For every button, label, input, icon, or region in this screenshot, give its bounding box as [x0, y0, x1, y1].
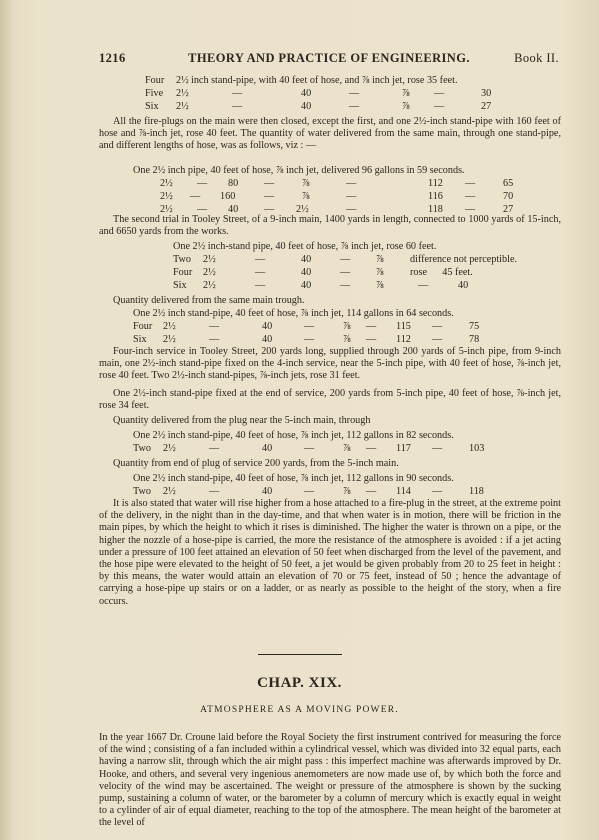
- paragraph: The second trial in Tooley Street, of a 9-inch main, 1400 yards in length, connected to 1000 yards of 15-inch, and 6650 yards from the works.: [99, 214, 561, 238]
- table-row-lead: Four: [133, 321, 153, 332]
- table-cell-jet: 2½: [296, 204, 309, 215]
- table-cell-jet: ⅞: [343, 321, 351, 332]
- table-cell-seconds: 65: [503, 178, 514, 189]
- table-row-size: 2½: [163, 334, 176, 345]
- table-row-size: 2½: [176, 75, 189, 86]
- ditto-mark: —: [465, 191, 476, 202]
- ditto-mark: —: [366, 334, 377, 345]
- table-cell-seconds: 75: [469, 321, 480, 332]
- table-cell-jet: ⅞: [376, 254, 384, 265]
- ditto-mark: —: [304, 321, 315, 332]
- ditto-mark: —: [432, 443, 443, 454]
- table-cell-feet: 40: [301, 254, 312, 265]
- ditto-mark: —: [340, 254, 351, 265]
- table-row-lead: Six: [133, 334, 147, 345]
- table-row-first: One 2½ inch stand-pipe, 40 feet of hose, ⅞ inch jet, 112 gallons in 90 seconds.: [133, 473, 454, 484]
- table-row-size: 2½: [160, 204, 173, 215]
- ditto-mark: —: [465, 204, 476, 215]
- table-cell-gallons: 114: [396, 486, 411, 497]
- page-number: 1216: [99, 51, 126, 65]
- table-cell-gallons: 117: [396, 443, 411, 454]
- running-header: [99, 51, 559, 67]
- table-cell-gallons: 115: [396, 321, 411, 332]
- ditto-mark: —: [264, 178, 275, 189]
- ditto-mark: —: [349, 101, 360, 112]
- table-cell-feet: 40: [262, 486, 273, 497]
- paragraph: Four-inch service in Tooley Street, 200 yards long, supplied through 200 yards of 5-inch pipe, from 9-inch main, one 2½-inch stand-pipe fixed on the 4-inch service, near the 5-inch pipe, with 40 feet of hose, ⅞-inch jet, rose 40 feet. Two 2½-inch stand-pipes, ⅞-inch jets, rose 31 feet.: [99, 346, 561, 382]
- paragraph: Quantity from end of plug of service 200 yards, from the 5-inch main.: [113, 458, 399, 469]
- ditto-mark: —: [366, 443, 377, 454]
- table-cell-gallons: 118: [428, 204, 443, 215]
- table-row-lead: Six: [173, 280, 187, 291]
- table-cell-feet: 40: [262, 334, 273, 345]
- ditto-mark: —: [197, 204, 208, 215]
- table-cell-result: difference not perceptible.: [410, 254, 518, 265]
- table-cell-gallons: 112: [428, 178, 443, 189]
- table-row-size: 2½: [203, 280, 216, 291]
- table-cell-jet: ⅞: [302, 178, 310, 189]
- ditto-mark: —: [209, 486, 220, 497]
- ditto-mark: —: [346, 178, 357, 189]
- chapter-title: CHAP. XIX.: [257, 675, 342, 691]
- ditto-mark: —: [434, 101, 445, 112]
- ditto-mark: —: [432, 321, 443, 332]
- table-cell-seconds: 70: [503, 191, 514, 202]
- table-row-size: 2½: [160, 191, 173, 202]
- paragraph: Quantity delivered from the plug near the 5-inch main, through: [113, 415, 371, 426]
- table-cell-jet: ⅞: [402, 88, 410, 99]
- table-row-first: One 2½ inch-stand pipe, 40 feet of hose, ⅞ inch jet, rose 60 feet.: [173, 241, 437, 252]
- table-cell-feet: 40: [301, 280, 312, 291]
- paragraph: All the fire-plugs on the main were then closed, except the first, and one 2½-inch stand-pipe with 160 feet of hose and ⅞-inch jet, rose 40 feet. The quantity of water delivered from the same main, through one stand-pipe, and different lengths of hose, was as follows, viz : —: [99, 116, 561, 152]
- ditto-mark: —: [304, 486, 315, 497]
- section-divider: [258, 654, 342, 655]
- table-row-size: 2½: [163, 486, 176, 497]
- ditto-mark: —: [304, 334, 315, 345]
- table-cell-feet: 40: [262, 321, 273, 332]
- table-row-lead: Six: [145, 101, 159, 112]
- table-row-size: 2½: [163, 443, 176, 454]
- ditto-mark: —: [418, 280, 429, 291]
- ditto-mark: —: [304, 443, 315, 454]
- table-row-size: 2½: [160, 178, 173, 189]
- book-number: Book II.: [514, 51, 559, 65]
- table-cell-feet: 40: [262, 443, 273, 454]
- chapter-subtitle: ATMOSPHERE AS A MOVING POWER.: [200, 705, 399, 715]
- ditto-mark: —: [255, 254, 266, 265]
- table-cell-jet: ⅞: [343, 334, 351, 345]
- table-cell-feet: 80: [228, 178, 239, 189]
- ditto-mark: —: [209, 334, 220, 345]
- ditto-mark: —: [340, 267, 351, 278]
- ditto-mark: —: [209, 443, 220, 454]
- ditto-mark: —: [349, 88, 360, 99]
- table-cell-feet: 160: [220, 191, 236, 202]
- table-row-size: 2½: [176, 101, 189, 112]
- table-cell-rise: 27: [481, 101, 492, 112]
- table-row-first: One 2½ inch stand-pipe, 40 feet of hose, ⅞ inch jet, 114 gallons in 64 seconds.: [133, 308, 454, 319]
- table-cell-jet: ⅞: [343, 486, 351, 497]
- table-cell-feet: 40: [301, 267, 312, 278]
- ditto-mark: —: [264, 191, 275, 202]
- ditto-mark: —: [232, 101, 243, 112]
- table-row-text: inch stand-pipe, with 40 feet of hose, and ⅞ inch jet, rose 35 feet.: [191, 75, 458, 86]
- table-row-size: 2½: [203, 254, 216, 265]
- paragraph: Quantity delivered from the same main trough.: [113, 295, 305, 306]
- table-row-lead: Two: [133, 486, 151, 497]
- table-row-size: 2½: [203, 267, 216, 278]
- paragraph: One 2½-inch stand-pipe fixed at the end of service, 200 yards from 5-inch pipe, 40 feet of hose, ⅞-inch jet, rose 34 feet.: [99, 388, 561, 412]
- table-row-lead: Two: [173, 254, 191, 265]
- ditto-mark: —: [366, 321, 377, 332]
- table-cell-jet: ⅞: [343, 443, 351, 454]
- ditto-mark: —: [346, 191, 357, 202]
- table-cell-jet: ⅞: [402, 101, 410, 112]
- running-title: THEORY AND PRACTICE OF ENGINEERING.: [188, 51, 470, 65]
- table-row-lead: Five: [145, 88, 164, 99]
- table-row-first: One 2½ inch pipe, 40 feet of hose, ⅞ inch jet, delivered 96 gallons in 59 seconds.: [133, 165, 465, 176]
- ditto-mark: —: [434, 88, 445, 99]
- ditto-mark: —: [432, 334, 443, 345]
- table-cell-rise: 30: [481, 88, 492, 99]
- table-cell-seconds: 118: [469, 486, 484, 497]
- table-cell-feet: 40: [301, 88, 312, 99]
- table-cell-feet: 40: [228, 204, 239, 215]
- ditto-mark: —: [366, 486, 377, 497]
- ditto-mark: —: [346, 204, 357, 215]
- ditto-mark: —: [465, 178, 476, 189]
- ditto-mark: —: [190, 191, 201, 202]
- table-cell-gallons: 116: [428, 191, 443, 202]
- table-row-size: 2½: [163, 321, 176, 332]
- table-row-size: 2½: [176, 88, 189, 99]
- table-cell-jet: ⅞: [376, 267, 384, 278]
- table-cell-seconds: 27: [503, 204, 514, 215]
- ditto-mark: —: [255, 267, 266, 278]
- table-cell-jet: ⅞: [376, 280, 384, 291]
- ditto-mark: —: [197, 178, 208, 189]
- table-cell-result: rose 45 feet.: [410, 267, 473, 278]
- table-row-lead: Four: [145, 75, 165, 86]
- table-cell-feet: 40: [301, 101, 312, 112]
- table-row-lead: Two: [133, 443, 151, 454]
- ditto-mark: —: [340, 280, 351, 291]
- ditto-mark: —: [264, 204, 275, 215]
- paragraph: It is also stated that water will rise higher from a hose attached to a fire-plug in the street, at the extreme point of the delivery, in the night than in the day-time, and that when water is in motion, there will be friction in the main pipes, by which the height to which it rises is diminished. The higher the water is thrown on a pipe, or the higher the nozzle of a hose-pipe is carried, the more the resistance of the atmosphere is avoided : if a jet acting under a pressure of 100 feet attained an elevation of 50 feet when discharged from the level of the pavement, and the hose pipe were elevated to the height of 50 feet, a jet would be given probably from 20 to 25 feet in height : by this means, the water would attain an elevation of 70 or 75 feet, instead of 50 ; hence the advantage of carrying a hose-pipe up stairs or on a ladder, or as nearly as possible to the height of the story, when a fire occurs.: [99, 498, 561, 607]
- table-cell-jet: ⅞: [302, 191, 310, 202]
- table-row-lead: Four: [173, 267, 193, 278]
- ditto-mark: —: [432, 486, 443, 497]
- ditto-mark: —: [232, 88, 243, 99]
- table-cell-result: 40: [458, 280, 469, 291]
- table-cell-gallons: 112: [396, 334, 411, 345]
- paragraph: In the year 1667 Dr. Croune laid before the Royal Society the first instrument contrived for measuring the force of the wind ; consisting of a fan included within a cylindrical vessel, which was divided into 32 equal parts, each having a narrow slit, through which the air might pass : this imperfect machine was afterwards improved by Dr. Hooke, and others, and several very ingenious anemometers are now made use of, by which both the force and velocity of the wind may be ascertained. The weight or pressure of the atmosphere is shown by the sucking pump, sustaining a column of water, or the barometer by a column of mercury which is exactly equal in weight to a cylinder of air of equal diameter, reaching to the top of the atmosphere. The mean height of the barometer at the level of: [99, 732, 561, 829]
- table-cell-seconds: 103: [469, 443, 485, 454]
- ditto-mark: —: [255, 280, 266, 291]
- table-row-first: One 2½ inch stand-pipe, 40 feet of hose, ⅞ inch jet, 112 gallons in 82 seconds.: [133, 430, 454, 441]
- ditto-mark: —: [209, 321, 220, 332]
- table-cell-seconds: 78: [469, 334, 480, 345]
